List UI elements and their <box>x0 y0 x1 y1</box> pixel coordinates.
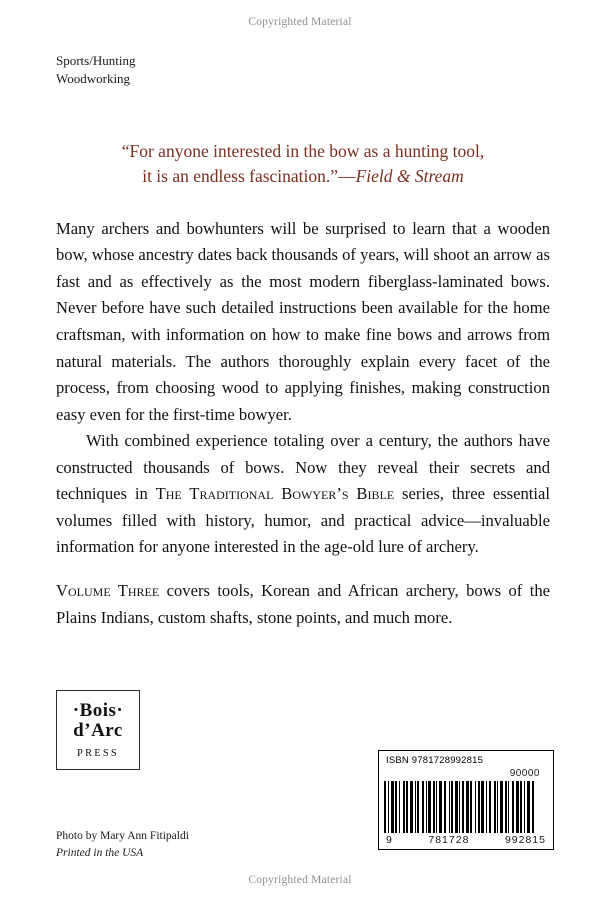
watermark-top: Copyrighted Material <box>248 16 352 28</box>
pull-quote-text: it is an endless fascination.”— <box>142 166 356 187</box>
blurb-paragraph-2 <box>56 428 550 561</box>
blurb-paragraph-3 <box>56 578 550 631</box>
watermark-bottom: Copyrighted Material <box>248 874 352 886</box>
pull-quote <box>56 139 550 190</box>
printed-in: Printed in the USA <box>56 846 144 859</box>
blurb-paragraph-1: Many archers and bowhunters will be surprised to learn that a wooden bow, whose ancestry dates back thousands of years, will shoot an arrow as fast and as effectively as the most modern fiberglass-laminated bows. Never before have such detailed instructions been available for the home craftsman, with information on how to make fine bows and arrows from natural materials. The authors thoroughly explain every facet of the process, from choosing wood to applying finishes, making construction easy even for the first-time bowyer. <box>56 218 550 424</box>
barcode-digit-group-2: 992815 <box>504 834 546 846</box>
pull-quote-source: Field & Stream <box>355 166 464 187</box>
pull-quote-line-1: “For anyone interested in the bow as a hunting tool, <box>121 141 485 162</box>
category-line-2: Woodworking <box>56 70 131 86</box>
publisher-logo-box <box>56 690 140 770</box>
category-block <box>56 52 550 87</box>
barcode-digits <box>384 834 548 846</box>
volume-label: Volume Three <box>56 580 160 600</box>
credits-block <box>56 828 189 861</box>
barcode <box>378 750 554 850</box>
barcode-digit-left: 9 <box>386 834 393 846</box>
publisher-logo <box>56 690 140 770</box>
blurb-paragraph-2-part-b: series, three essential volumes filled with history, humor, and practical advice—invaluable information for anyone interested in the age-old lure of archery. <box>56 484 550 557</box>
publisher-logo-line-1: ·Bois· <box>72 700 124 722</box>
isbn-text: ISBN 9781728992815 <box>386 755 484 766</box>
barcode-digit-group-1: 781728 <box>428 834 470 846</box>
photo-credit: Photo by Mary Ann Fitipaldi <box>56 830 189 842</box>
price-code: 90000 <box>509 768 540 779</box>
pull-quote-line-2 <box>56 164 550 189</box>
blurb-paragraph-2-part-a: With combined experience totaling over a century, the authors have constructed thousands of bows. Now they reveal their secrets and techniques in <box>56 431 550 504</box>
publisher-logo-line-2: d’Arc <box>73 720 123 742</box>
blurb-paragraph-3-part-b: covers tools, Korean and African archery, bows of the Plains Indians, custom shafts, stone points, and much more. <box>56 580 550 627</box>
barcode-bars <box>384 781 548 833</box>
series-title: The Traditional Bowyer’s Bible <box>155 484 395 504</box>
category-line-1: Sports/Hunting <box>56 53 136 68</box>
blurb-body <box>56 216 550 631</box>
publisher-logo-line-3: PRESS <box>77 747 119 759</box>
